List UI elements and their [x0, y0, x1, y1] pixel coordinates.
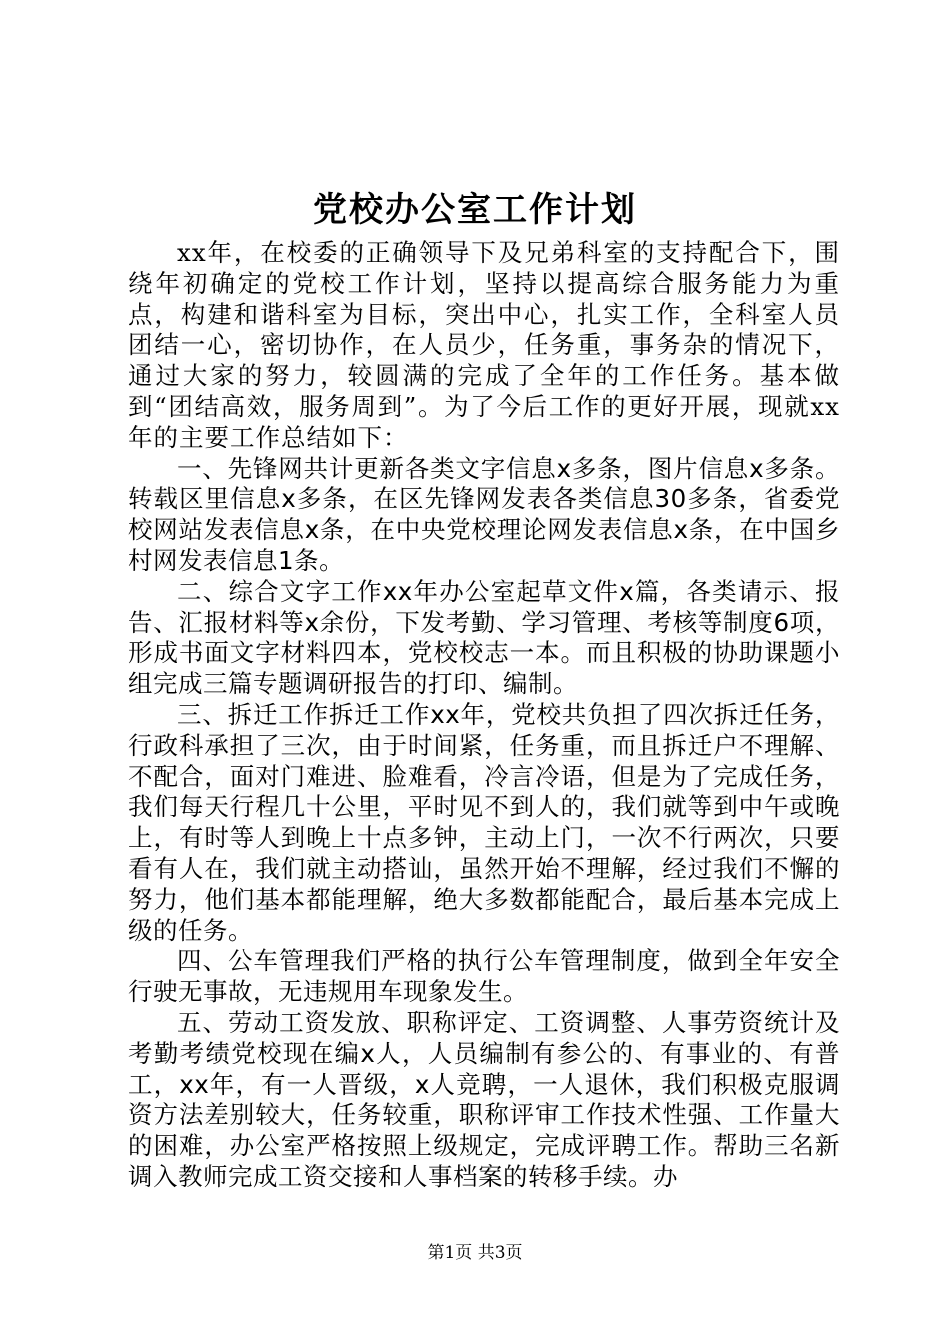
paragraph-section-1: 一、先锋网共计更新各类文字信息x多条，图片信息x多条。转载区里信息x多条，在区先锋网发表各类信息30多条，省委党校网站发表信息x条，在中央党校理论网发表信息x条，在中国乡村网发表信息1条。 [128, 453, 840, 575]
document-body [128, 238, 840, 1193]
document-title: 党校办公室工作计划 [313, 190, 637, 230]
paragraph-intro: xx年，在校委的正确领导下及兄弟科室的支持配合下，围绕年初确定的党校工作计划，坚持以提高综合服务能力为重点，构建和谐科室为目标，突出中心，扎实工作，全科室人员团结一心，密切协作，在人员少，任务重，事务杂的情况下，通过大家的努力，较圆满的完成了全年的工作任务。基本做到“团结高效，服务周到”。为了今后工作的更好开展，现就xx年的主要工作总结如下： [128, 238, 840, 452]
paragraph-section-3: 三、拆迁工作拆迁工作xx年，党校共负担了四次拆迁任务，行政科承担了三次，由于时间紧，任务重，而且拆迁户不理解、不配合，面对门难进、脸难看，冷言冷语，但是为了完成任务，我们每天行程几十公里，平时见不到人的，我们就等到中午或晚上，有时等人到晚上十点多钟，主动上门，一次不行两次，只要看有人在，我们就主动搭讪，虽然开始不理解，经过我们不懈的努力，他们基本都能理解，绝大多数都能配合，最后基本完成上级的任务。 [128, 699, 840, 945]
paragraph-section-2: 二、综合文字工作xx年办公室起草文件x篇，各类请示、报告、汇报材料等x余份，下发考勤、学习管理、考核等制度6项，形成书面文字材料四本，党校校志一本。而且积极的协助课题小组完成三篇专题调研报告的打印、编制。 [128, 576, 840, 699]
paragraph-section-5: 五、劳动工资发放、职称评定、工资调整、人事劳资统计及考勤考绩党校现在编x人，人员编制有参公的、有事业的、有普工，xx年，有一人晋级，x人竞聘，一人退休，我们积极克服调资方法差别较大，任务较重，职称评审工作技术性强、工作量大的困难，办公室严格按照上级规定，完成评聘工作。帮助三名新调入教师完成工资交接和人事档案的转移手续。办 [128, 1007, 840, 1191]
paragraph-section-4: 四、公车管理我们严格的执行公车管理制度，做到全年安全行驶无事故，无违规用车现象发生。 [128, 946, 840, 1007]
page-number-footer: 第1页 共3页 [427, 1243, 523, 1263]
